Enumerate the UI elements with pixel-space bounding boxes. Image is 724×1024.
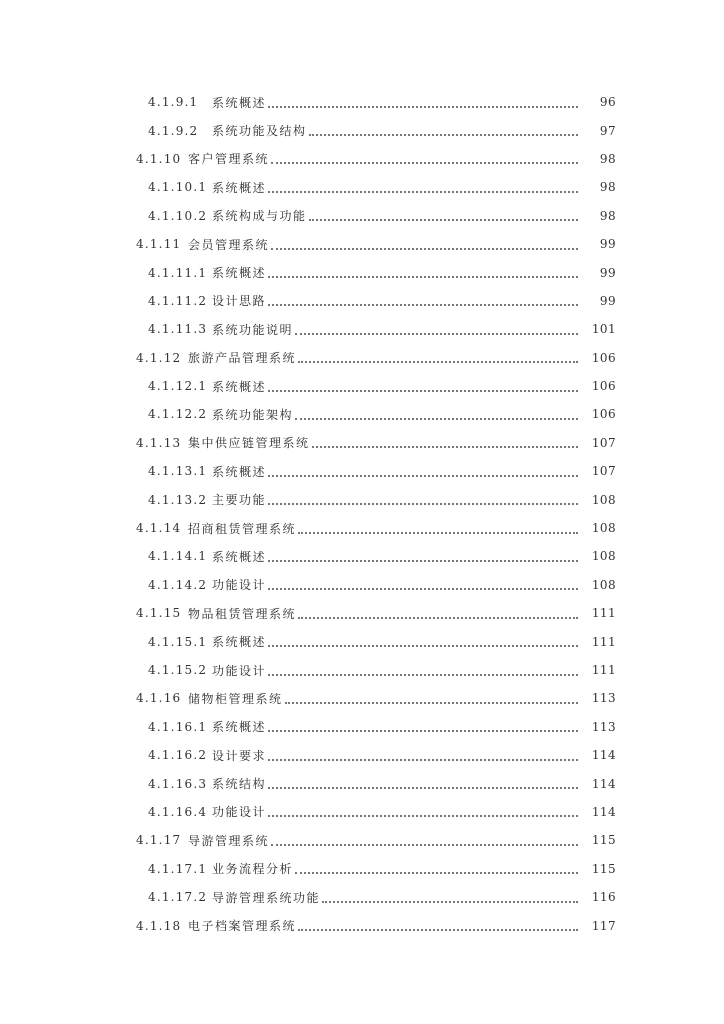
toc-entry-number: 4.1.18: [136, 918, 182, 933]
dot-leader: [268, 474, 578, 477]
dot-leader: [298, 531, 578, 534]
toc-entry-title: 系统概述: [212, 95, 267, 110]
toc-entry-title: 业务流程分析: [212, 862, 294, 877]
toc-entry[interactable]: [0, 798, 724, 826]
toc-entry[interactable]: [0, 911, 724, 939]
toc-entry-page-number: 114: [591, 804, 616, 819]
toc-entry[interactable]: [0, 883, 724, 911]
toc-entry-title: 系统结构: [212, 777, 267, 792]
toc-entry[interactable]: [0, 230, 724, 258]
dot-leader: [309, 218, 578, 221]
toc-entry-page-number: 98: [599, 151, 616, 166]
toc-entry[interactable]: [0, 116, 724, 144]
dot-leader: [268, 389, 578, 392]
toc-entry-page-number: 98: [599, 180, 616, 195]
toc-entry-title: 会员管理系统: [188, 237, 270, 252]
toc-entry[interactable]: [0, 713, 724, 741]
toc-entry-page-number: 114: [591, 748, 616, 763]
toc-entry-number: 4.1.10: [136, 151, 182, 166]
dot-leader: [295, 871, 578, 874]
toc-entry[interactable]: [0, 599, 724, 627]
toc-entry-title: 设计要求: [212, 748, 267, 763]
dot-leader: [268, 729, 578, 732]
toc-entry-page-number: 115: [591, 861, 616, 876]
toc-entry-number: 4.1.10.1: [148, 180, 208, 195]
toc-entry-page-number: 96: [599, 95, 616, 110]
toc-entry-number: 4.1.12.1: [148, 379, 208, 394]
toc-entry-page-number: 108: [591, 521, 616, 536]
toc-entry-title: 系统功能架构: [212, 407, 294, 422]
dot-leader: [298, 616, 578, 619]
toc-entry-page-number: 115: [591, 833, 616, 848]
toc-entry-number: 4.1.15.1: [148, 634, 208, 649]
toc-entry[interactable]: [0, 429, 724, 457]
dot-leader: [268, 190, 578, 193]
toc-entry[interactable]: [0, 145, 724, 173]
table-of-contents: [0, 88, 724, 940]
toc-entry-title: 设计思路: [212, 294, 267, 309]
dot-leader: [268, 559, 578, 562]
toc-entry-page-number: 108: [591, 549, 616, 564]
toc-entry[interactable]: [0, 684, 724, 712]
toc-entry-page-number: 111: [591, 634, 616, 649]
toc-entry-page-number: 111: [591, 606, 616, 621]
toc-entry[interactable]: [0, 344, 724, 372]
toc-entry-title: 系统概述: [212, 266, 267, 281]
dot-leader: [295, 332, 578, 335]
toc-entry-number: 4.1.17.2: [148, 890, 208, 905]
toc-entry[interactable]: [0, 173, 724, 201]
toc-entry-number: 4.1.14: [136, 521, 182, 536]
toc-entry-number: 4.1.16.4: [148, 804, 208, 819]
toc-entry[interactable]: [0, 372, 724, 400]
toc-entry-page-number: 107: [591, 464, 616, 479]
toc-entry-number: 4.1.12.2: [148, 407, 208, 422]
toc-entry-page-number: 113: [591, 691, 616, 706]
dot-leader: [298, 928, 578, 931]
toc-entry-page-number: 116: [591, 890, 616, 905]
toc-entry-title: 物品租赁管理系统: [188, 606, 297, 621]
toc-entry-title: 系统功能说明: [212, 322, 294, 337]
dot-leader: [268, 303, 578, 306]
toc-entry[interactable]: [0, 514, 724, 542]
dot-leader: [285, 701, 578, 704]
toc-entry[interactable]: [0, 656, 724, 684]
toc-entry-page-number: 114: [591, 776, 616, 791]
toc-entry-title: 系统概述: [212, 549, 267, 564]
dot-leader: [268, 587, 578, 590]
toc-entry-title: 集中供应链管理系统: [188, 436, 310, 451]
dot-leader: [322, 900, 578, 903]
toc-entry[interactable]: [0, 485, 724, 513]
toc-entry[interactable]: [0, 202, 724, 230]
toc-entry[interactable]: [0, 258, 724, 286]
toc-entry[interactable]: [0, 627, 724, 655]
toc-entry-number: 4.1.9.2: [148, 123, 199, 138]
toc-entry-title: 系统概述: [212, 379, 267, 394]
toc-entry-title: 功能设计: [212, 578, 267, 593]
toc-entry-number: 4.1.13.1: [148, 464, 208, 479]
toc-entry-title: 系统概述: [212, 180, 267, 195]
toc-entry[interactable]: [0, 457, 724, 485]
dot-leader: [271, 161, 578, 164]
toc-entry-title: 系统概述: [212, 635, 267, 650]
toc-entry[interactable]: [0, 741, 724, 769]
toc-entry-title: 导游管理系统: [188, 833, 270, 848]
toc-entry-number: 4.1.13: [136, 435, 182, 450]
toc-entry-page-number: 108: [591, 492, 616, 507]
dot-leader: [268, 644, 578, 647]
toc-entry-title: 功能设计: [212, 663, 267, 678]
toc-entry-title: 系统概述: [212, 464, 267, 479]
toc-entry-page-number: 107: [591, 435, 616, 450]
dot-leader: [271, 247, 578, 250]
toc-entry-number: 4.1.11.1: [148, 265, 208, 280]
dot-leader: [309, 133, 578, 136]
toc-entry-number: 4.1.11.2: [148, 293, 208, 308]
toc-entry-number: 4.1.16.1: [148, 719, 208, 734]
toc-entry-number: 4.1.14.2: [148, 577, 208, 592]
toc-entry-page-number: 106: [591, 379, 616, 394]
toc-entry-page-number: 113: [591, 719, 616, 734]
toc-entry-title: 系统概述: [212, 720, 267, 735]
toc-entry[interactable]: [0, 826, 724, 854]
toc-entry[interactable]: [0, 315, 724, 343]
toc-entry[interactable]: [0, 287, 724, 315]
toc-entry[interactable]: [0, 400, 724, 428]
toc-entry-title: 系统功能及结构: [212, 124, 307, 139]
toc-entry-title: 导游管理系统功能: [212, 890, 321, 905]
dot-leader: [268, 105, 578, 108]
toc-entry-number: 4.1.16.3: [148, 776, 208, 791]
toc-entry[interactable]: [0, 542, 724, 570]
toc-entry-number: 4.1.17: [136, 833, 182, 848]
toc-entry-number: 4.1.11.3: [148, 322, 208, 337]
toc-entry-title: 招商租赁管理系统: [188, 521, 297, 536]
toc-entry-page-number: 98: [599, 208, 616, 223]
toc-entry-number: 4.1.15: [136, 606, 182, 621]
toc-entry-number: 4.1.16.2: [148, 748, 208, 763]
toc-entry-title: 储物柜管理系统: [188, 691, 283, 706]
toc-entry-page-number: 99: [599, 265, 616, 280]
toc-entry[interactable]: [0, 88, 724, 116]
toc-entry-title: 功能设计: [212, 805, 267, 820]
toc-entry-number: 4.1.13.2: [148, 492, 208, 507]
toc-entry-title: 系统构成与功能: [212, 209, 307, 224]
toc-entry-number: 4.1.15.2: [148, 663, 208, 677]
dot-leader: [268, 814, 578, 817]
toc-entry-title: 旅游产品管理系统: [188, 351, 297, 366]
dot-leader: [295, 417, 578, 420]
dot-leader: [298, 360, 578, 363]
toc-entry[interactable]: [0, 855, 724, 883]
dot-leader: [312, 445, 578, 448]
toc-entry-page-number: 99: [599, 293, 616, 308]
toc-entry-number: 4.1.14.1: [148, 549, 208, 564]
toc-entry-page-number: 101: [591, 322, 616, 337]
toc-entry-title: 主要功能: [212, 493, 267, 508]
toc-entry-page-number: 111: [591, 663, 616, 677]
dot-leader: [268, 275, 578, 278]
toc-entry-title: 电子档案管理系统: [188, 919, 297, 934]
toc-entry-page-number: 108: [591, 577, 616, 592]
toc-entry-number: 4.1.11: [136, 237, 182, 252]
toc-entry-number: 4.1.10.2: [148, 208, 208, 223]
toc-entry-page-number: 106: [591, 407, 616, 422]
toc-entry-number: 4.1.12: [136, 350, 182, 365]
dot-leader: [268, 502, 578, 505]
toc-entry-page-number: 117: [591, 918, 616, 933]
dot-leader: [268, 758, 578, 761]
toc-entry-page-number: 97: [599, 123, 616, 138]
toc-entry-title: 客户管理系统: [188, 152, 270, 167]
toc-entry-number: 4.1.17.1: [148, 861, 208, 876]
toc-entry-number: 4.1.9.1: [148, 95, 199, 110]
dot-leader: [268, 786, 578, 789]
toc-entry-page-number: 106: [591, 350, 616, 365]
dot-leader: [271, 843, 578, 846]
dot-leader: [268, 673, 578, 676]
toc-entry-page-number: 99: [599, 237, 616, 252]
toc-entry-number: 4.1.16: [136, 691, 182, 706]
toc-entry[interactable]: [0, 571, 724, 599]
toc-entry[interactable]: [0, 769, 724, 797]
